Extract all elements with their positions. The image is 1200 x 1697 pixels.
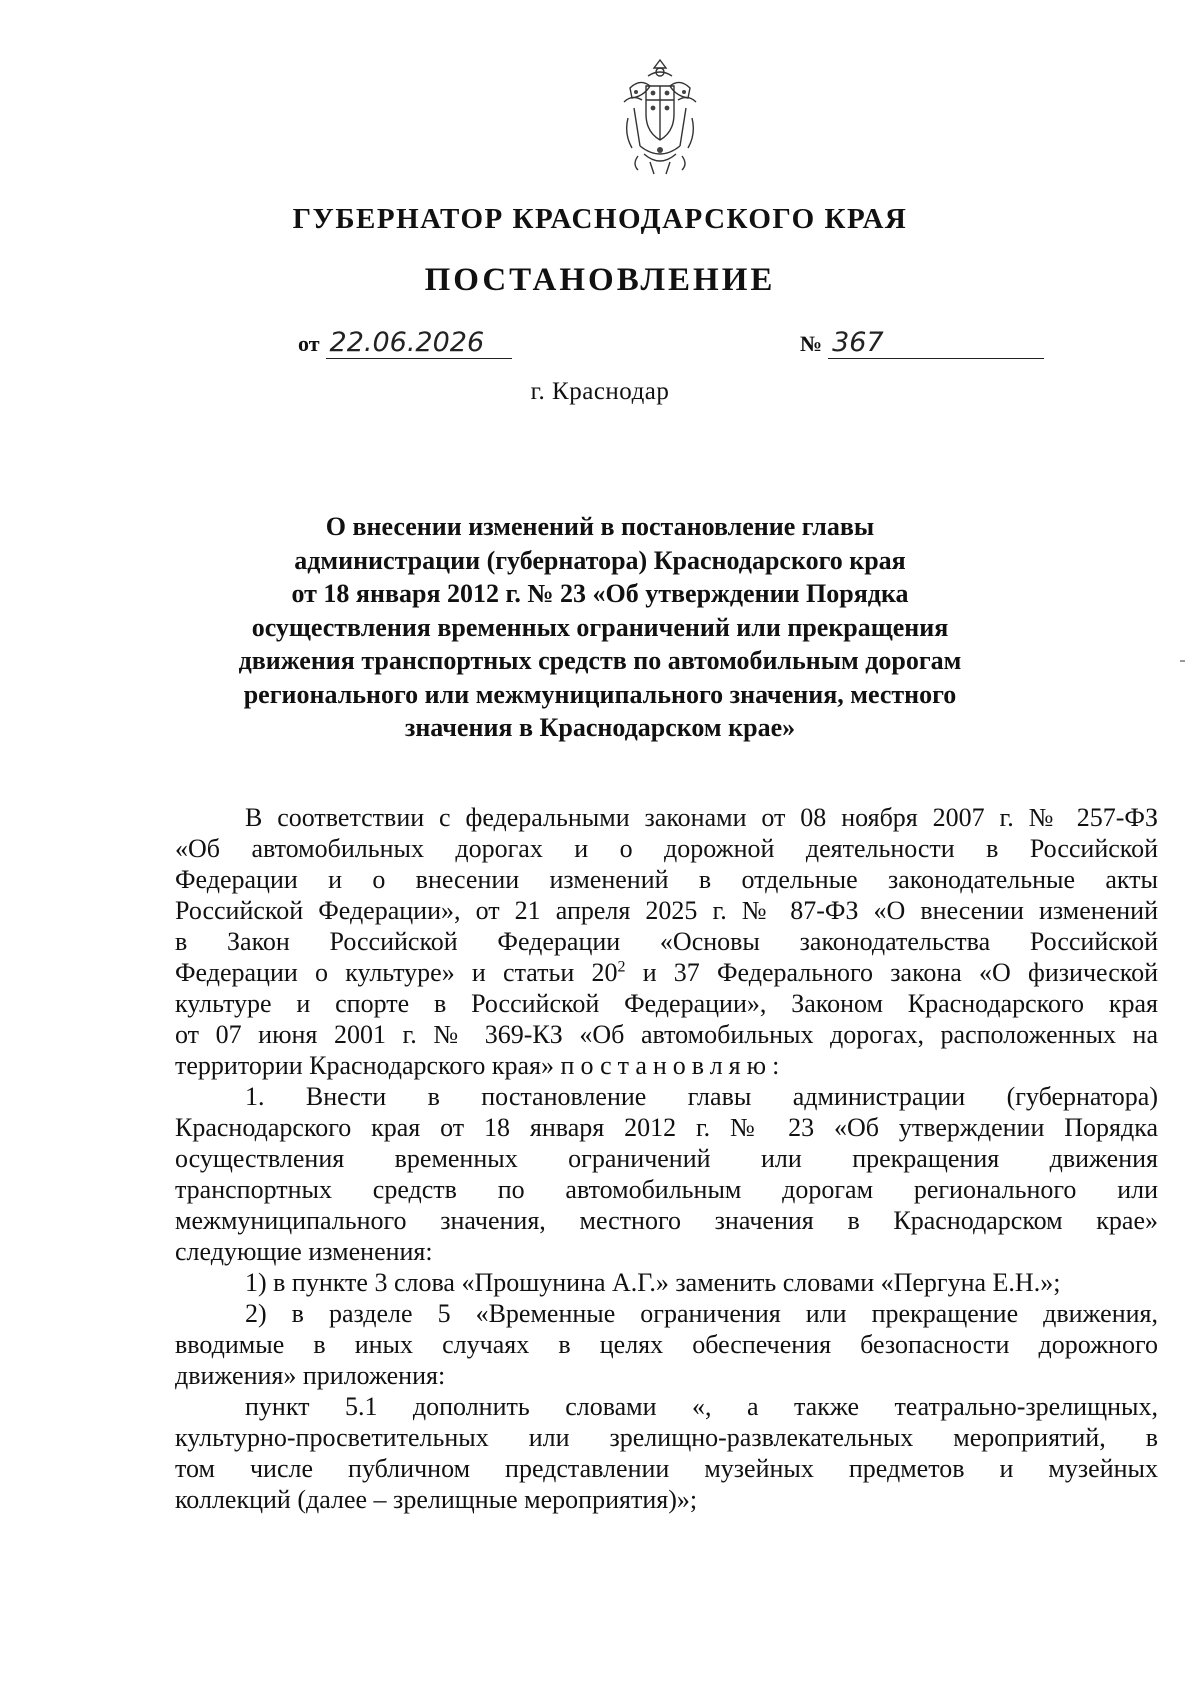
- body-line: культурно-просветительных или зрелищно-развлекательных мероприятий, в: [175, 1423, 1158, 1452]
- body-line: от 07 июня 2001 г. № 369-КЗ «Об автомобильных дорогах, расположенных на: [175, 1020, 1158, 1049]
- body-line: движения» приложения:: [175, 1361, 446, 1390]
- body-line: Федерации и о внесении изменений в отдельные законодательные акты: [175, 865, 1158, 894]
- body-line: Краснодарского края от 18 января 2012 г. № 23 «Об утверждении Порядка: [175, 1113, 1158, 1142]
- body-line: культуре и спорте в Российской Федерации», Законом Краснодарского края: [175, 989, 1158, 1018]
- body-line: 2) в разделе 5 «Временные ограничения или прекращение движения,: [245, 1299, 1158, 1328]
- issuing-authority: ГУБЕРНАТОР КРАСНОДАРСКОГО КРАЯ: [292, 203, 908, 235]
- handwritten-number: 367: [828, 328, 1044, 359]
- resolution-word: постановляю: [560, 1051, 773, 1080]
- body-text: :: [772, 1051, 780, 1080]
- subject-line: осуществления временных ограничений или прекращения: [251, 612, 949, 642]
- subject-line: движения транспортных средств по автомобильным дорогам: [238, 646, 962, 675]
- body-line: 1. Внести в постановление главы администрации (губернатора): [245, 1082, 1158, 1111]
- body-line: межмуниципального значения, местного значения в Краснодарском крае»: [175, 1206, 1158, 1235]
- body-line: коллекций (далее – зрелищные мероприятия)»;: [175, 1485, 698, 1514]
- body-text: территории Краснодарского края»: [175, 1051, 561, 1080]
- superscript: 2: [617, 958, 626, 976]
- body-line: Российской Федерации», от 21 апреля 2025 г. № 87-ФЗ «О внесении изменений: [175, 896, 1158, 925]
- scan-artifact-mark: [1180, 660, 1185, 662]
- body-line: [175, 1050, 1158, 1081]
- body-line: в Закон Российской Федерации «Основы законодательства Российской: [175, 927, 1158, 956]
- body-line: том числе публичном представлении музейных предметов и музейных: [175, 1454, 1158, 1483]
- document-body: [175, 802, 1158, 1515]
- body-line: вводимые в иных случаях в целях обеспечения безопасности дорожного: [175, 1330, 1158, 1359]
- number-field: [800, 328, 1044, 359]
- body-text: и 37 Федерального закона «О физической: [625, 958, 1158, 987]
- issue-city: г. Краснодар: [530, 378, 670, 405]
- subject-line: значения в Краснодарском крае»: [404, 713, 796, 742]
- body-line: следующие изменения:: [175, 1237, 433, 1266]
- document-subject: [200, 510, 1000, 745]
- body-line: «Об автомобильных дорогах и о дорожной деятельности в Российской: [175, 834, 1158, 863]
- handwritten-date: 22.06.2026: [326, 328, 512, 359]
- body-line: [175, 957, 1158, 988]
- subject-line: О внесении изменений в постановление главы: [325, 512, 875, 541]
- number-label: №: [800, 331, 823, 356]
- subject-line: администрации (губернатора) Краснодарского края: [294, 545, 906, 575]
- document-type-title: ПОСТАНОВЛЕНИЕ: [424, 262, 776, 298]
- date-label: от: [298, 331, 320, 356]
- body-line: В соответствии с федеральными законами от 08 ноября 2007 г. № 257-ФЗ: [245, 803, 1158, 832]
- body-text: Федерации о культуре» и статьи 20: [175, 958, 618, 987]
- body-line: 1) в пункте 3 слова «Прошунина А.Г.» заменить словами «Пергуна Е.Н.»;: [245, 1268, 1061, 1297]
- body-line: осуществления временных ограничений или прекращения движения: [175, 1144, 1158, 1173]
- coat-of-arms-emblem: [610, 58, 710, 176]
- subject-line: регионального или межмуниципального значения, местного: [243, 679, 957, 709]
- subject-line: от 18 января 2012 г. № 23 «Об утверждении Порядка: [291, 579, 909, 608]
- body-line: транспортных средств по автомобильным дорогам регионального или: [175, 1175, 1158, 1204]
- body-line: пункт 5.1 дополнить словами «, а также театрально-зрелищных,: [245, 1392, 1158, 1421]
- date-field: [298, 328, 512, 359]
